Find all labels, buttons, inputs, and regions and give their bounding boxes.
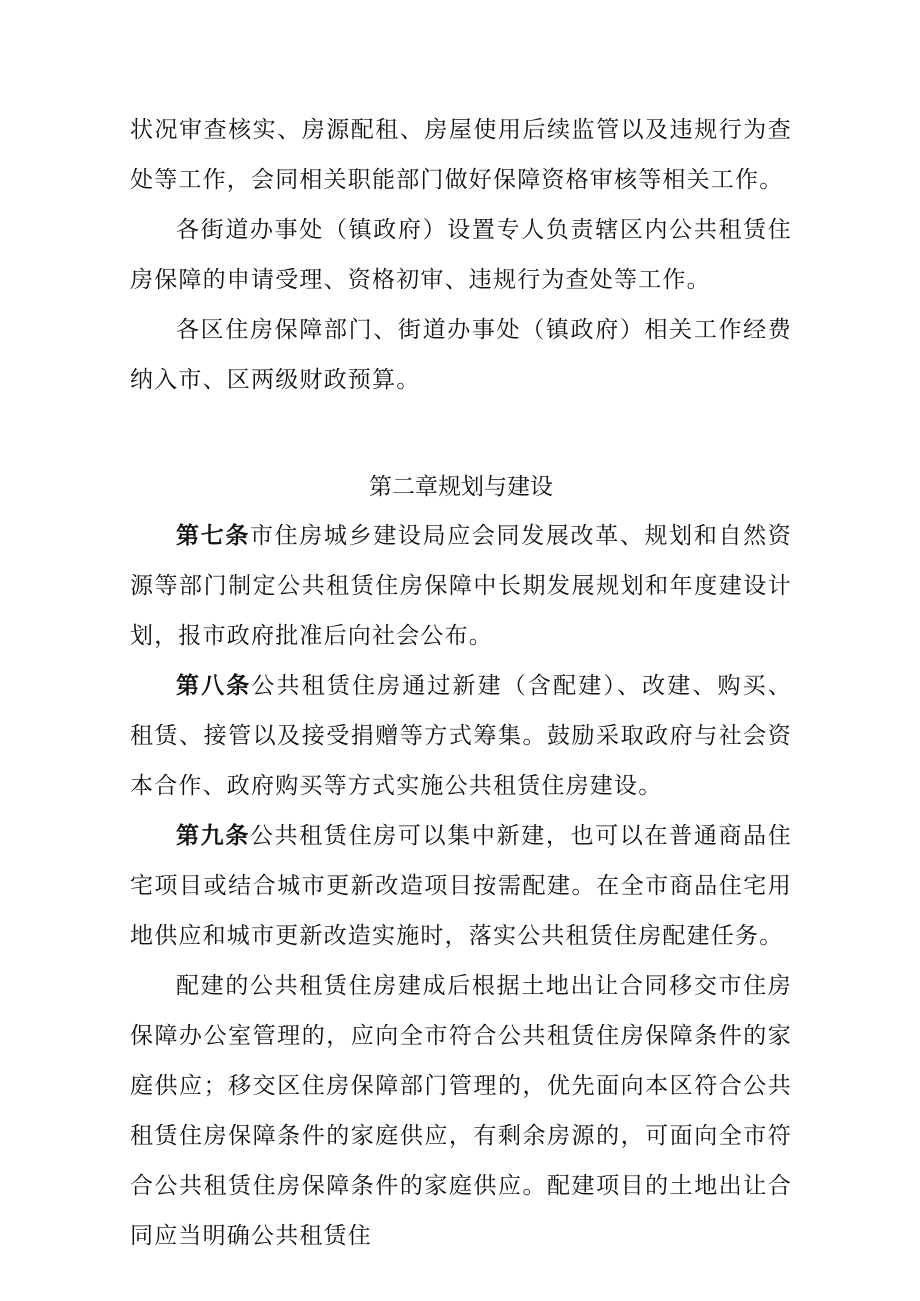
paragraph-allocation: 配建的公共租赁住房建成后根据土地出让合同移交市住房保障办公室管理的，应向全市符合公共租赁住房保障条件的家庭供应；移交区住房保障部门管理的，优先面向本区符合公共租赁住房保障条件的家庭供应，有剩余房源的，可面向全市符合公共租赁住房保障条件的家庭供应。配建项目的土地出让合同应当明确公共租赁住 (130, 973, 792, 1249)
article-7-text: 市住房城乡建设局应会同发展改革、规划和自然资源等部门制定公共租赁住房保障中长期发展规划和年度建设计划，报市政府批准后向社会公布。 (130, 523, 792, 649)
article-9-text: 公共租赁住房可以集中新建，也可以在普通商品住宅项目或结合城市更新改造项目按需配建。在全市商品住宅用地供应和城市更新改造实施时，落实公共租赁住房配建任务。 (130, 823, 792, 949)
paragraph-street-office: 各街道办事处（镇政府）设置专人负责辖区内公共租赁住房保障的申请受理、资格初审、违规行为查处等工作。 (130, 217, 792, 293)
article-8 (130, 661, 792, 811)
paragraph-continued: 状况审查核实、房源配租、房屋使用后续监管以及违规行为查处等工作，会同相关职能部门做好保障资格审核等相关工作。 (130, 117, 792, 193)
article-9 (130, 811, 792, 961)
article-9-label: 第九条 (176, 823, 250, 849)
chapter-title: 第二章规划与建设 (369, 474, 553, 500)
article-8-label: 第八条 (176, 673, 252, 699)
paragraph-budget: 各区住房保障部门、街道办事处（镇政府）相关工作经费纳入市、区两级财政预算。 (130, 317, 792, 393)
article-7 (130, 511, 792, 661)
article-7-label: 第七条 (176, 523, 250, 549)
document-page (130, 105, 792, 1261)
article-8-text: 公共租赁住房通过新建（含配建）、改建、购买、租赁、接管以及接受捐赠等方式筹集。鼓励采取政府与社会资本合作、政府购买等方式实施公共租赁住房建设。 (130, 673, 792, 799)
